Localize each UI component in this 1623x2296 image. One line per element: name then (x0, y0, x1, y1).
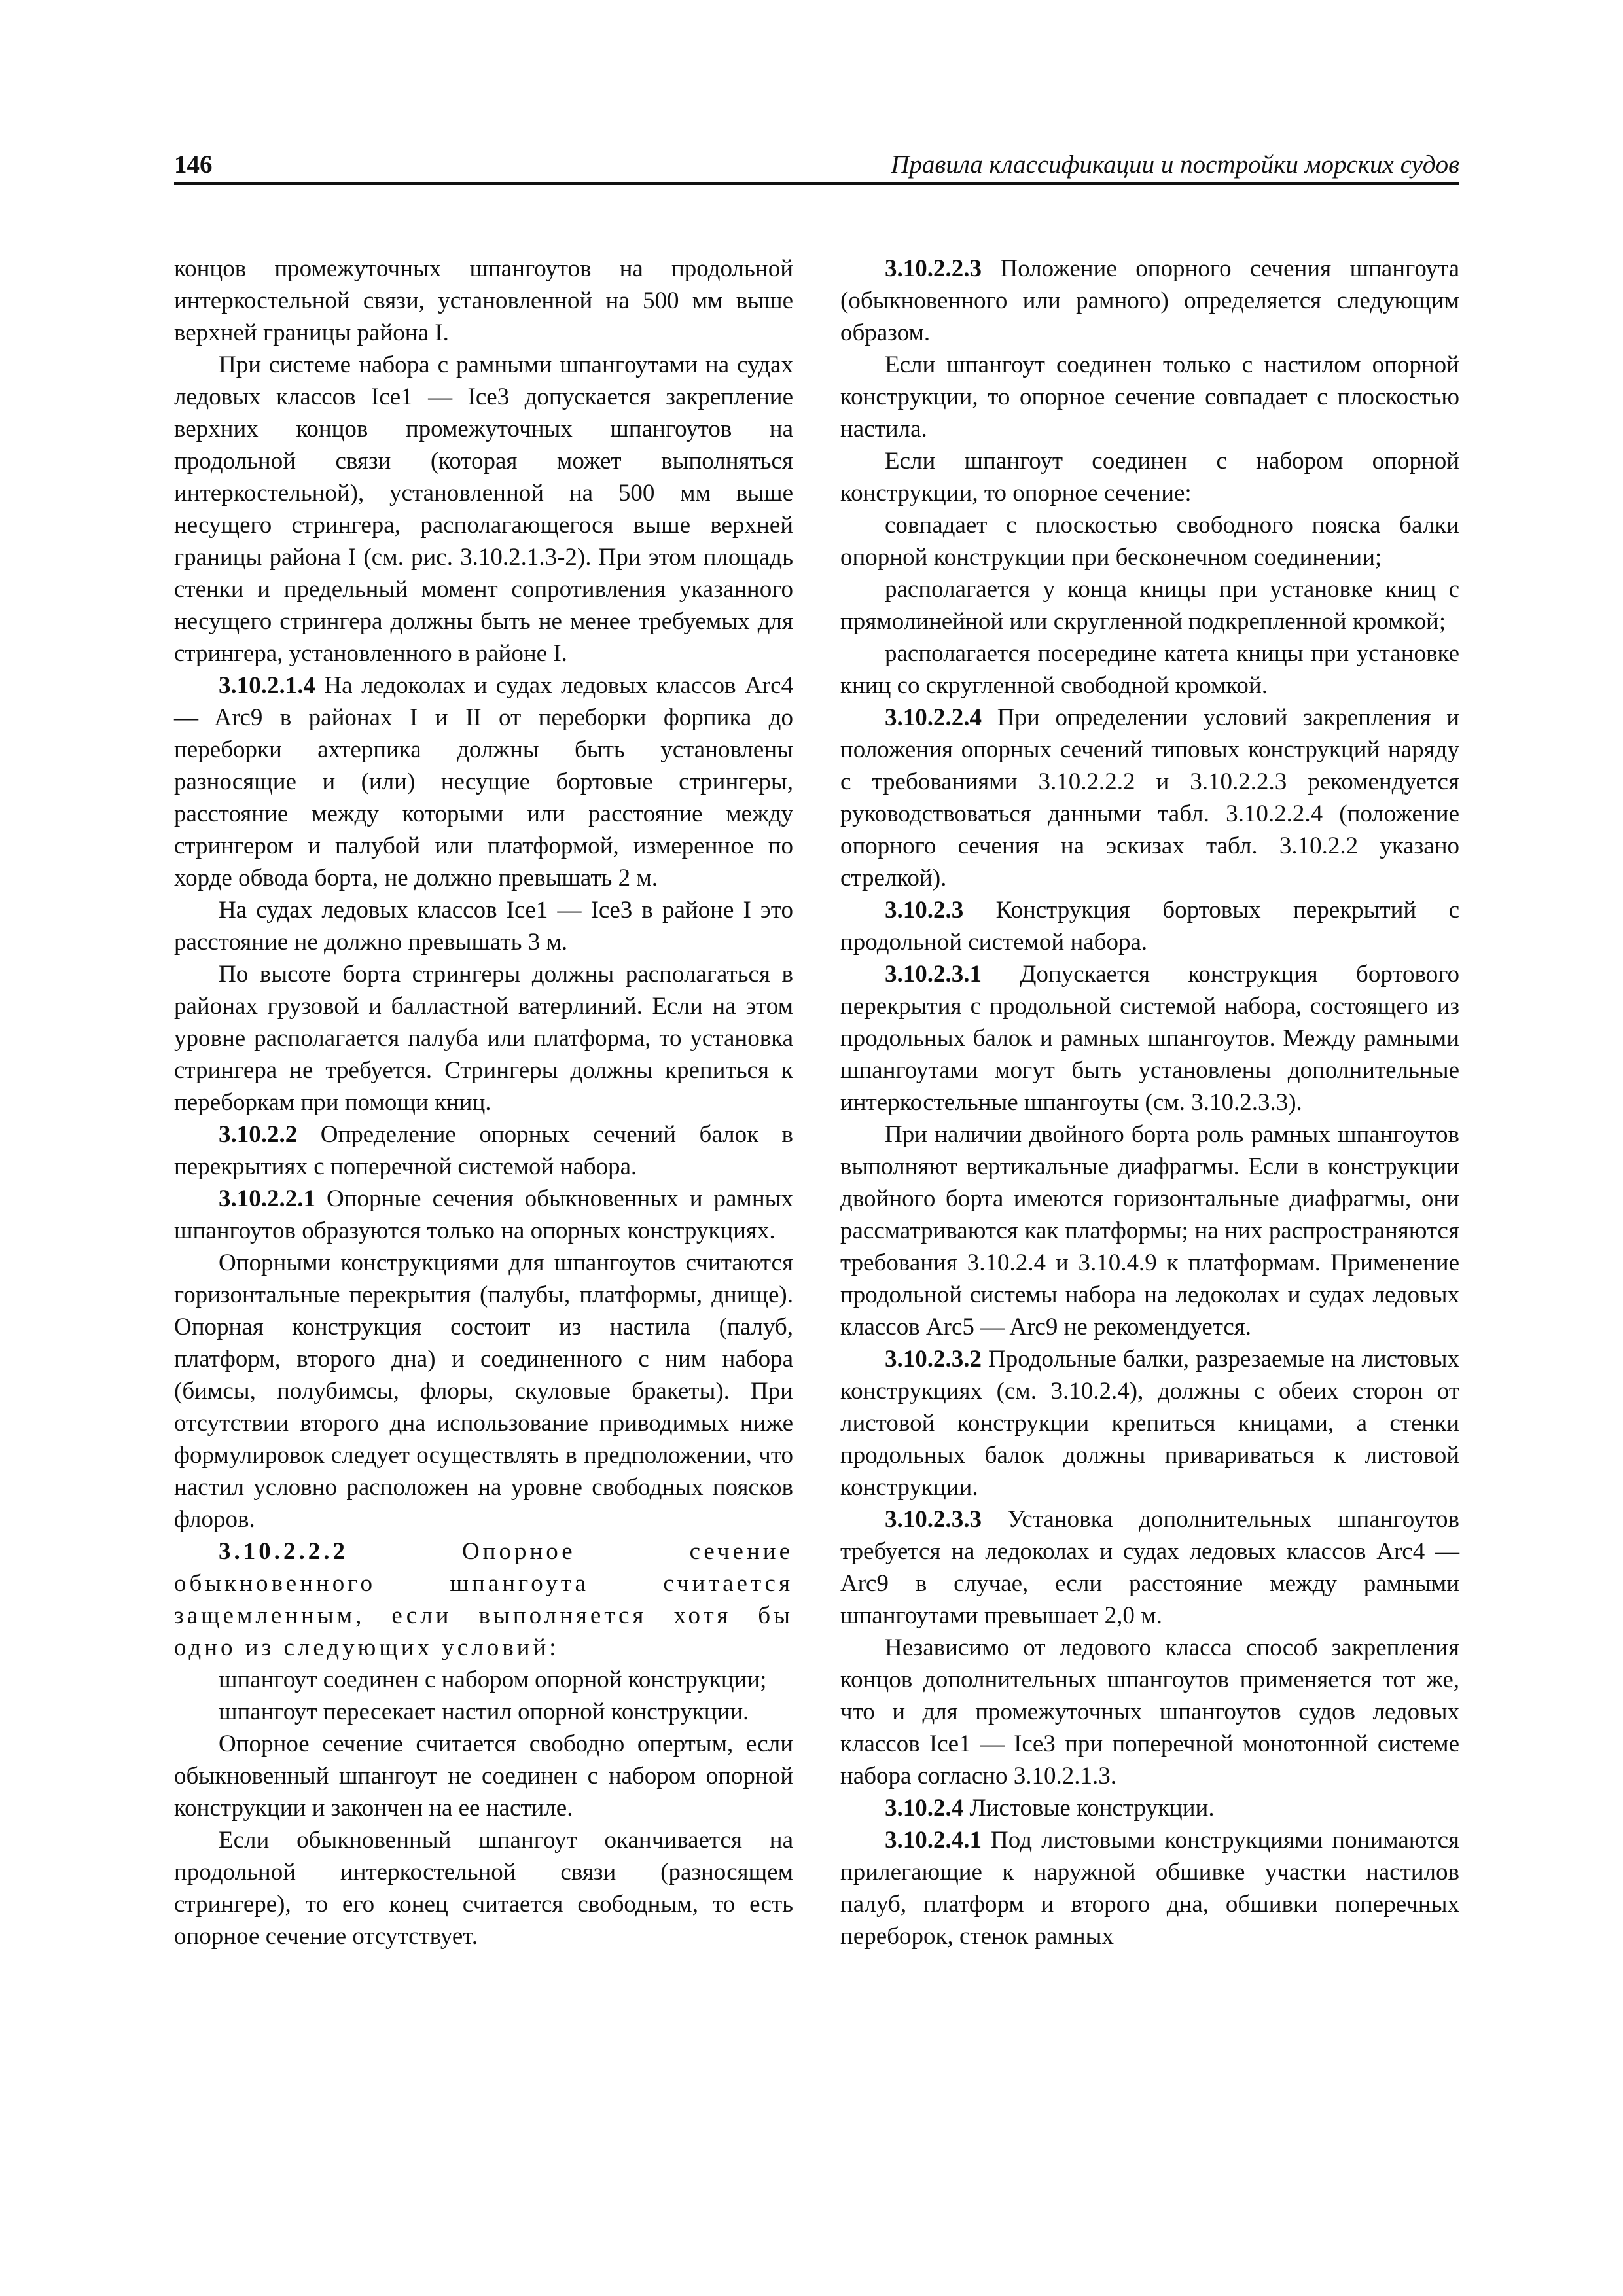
paragraph (174, 1119, 793, 1183)
paragraph (840, 1824, 1459, 1952)
paragraph (174, 958, 793, 1119)
paragraph-text: Если шпангоут соединен только с настилом опорной конструкции, то опорное сечение совпадает с плоскостью настила. (840, 351, 1459, 442)
paragraph (174, 670, 793, 894)
left-column (174, 253, 793, 1952)
paragraph (174, 349, 793, 670)
paragraph-text: Опорные сечения обыкновенных и рамных шпангоутов образуются только на опорных конструкциях. (174, 1185, 793, 1244)
section-number: 3.10.2.2.4 (885, 704, 982, 731)
paragraph (174, 1664, 793, 1696)
paragraph-text: При определении условий закрепления и положения опорных сечений типовых конструкций наряду с требованиями 3.10.2.2.2 и 3.10.2.2.3 рекомендуется руководствоваться данными табл. 3.10.2.2.4 (положение опорного сечения на эскизах табл. 3.10.2.2 указано стрелкой). (840, 704, 1460, 891)
section-number: 3.10.2.3.1 (885, 961, 982, 988)
paragraph-text: Если обыкновенный шпангоут оканчивается на продольной интеркостельной связи (разносящем стрингере), то его конец считается свободным, то есть опорное сечение отсутствует. (174, 1827, 793, 1950)
paragraph-text: шпангоут соединен с набором опорной конструкции; (219, 1666, 767, 1693)
running-title: Правила классификации и постройки морских судов (891, 151, 1459, 179)
paragraph (840, 573, 1459, 637)
section-number: 3.10.2.4.1 (885, 1827, 982, 1854)
page-header (174, 143, 1459, 185)
paragraph-text: Установка дополнительных шпангоутов требуется на ледоколах и судах ледовых классов Arc4 — Arc9 в случае, если расстояние между рамными шпангоутами превышает 2,0 м. (840, 1506, 1459, 1629)
paragraph (174, 1824, 793, 1952)
section-number: 3.10.2.1.4 (219, 672, 315, 699)
paragraph-text: Конструкция бортовых перекрытий с продольной системой набора. (840, 897, 1459, 956)
paragraph-text: Положение опорного сечения шпангоута (обыкновенного или рамного) определяется следующим образом. (840, 255, 1459, 346)
paragraph-text: Допускается конструкция бортового перекрытия с продольной системой набора, состоящего из продольных балок и рамных шпангоутов. Между рамными шпангоутами могут быть установлены дополнительные интеркостельные шпангоуты (см. 3.10.2.3.3). (840, 961, 1460, 1116)
paragraph-text: Опорное сечение считается свободно опертым, если обыкновенный шпангоут не соединен с набором опорной конструкции и закончен на ее настиле. (174, 1731, 793, 1821)
paragraph (840, 894, 1459, 958)
paragraph-text: Под листовыми конструкциями понимаются прилегающие к наружной обшивке участки настилов палуб, платформ и второго дна, обшивки поперечных переборок, стенок рамных (840, 1827, 1460, 1950)
paragraph-text: Опорными конструкциями для шпангоутов считаются горизонтальные перекрытия (палубы, платформы, днище). Опорная конструкция состоит из настила (палуб, платформ, второго дна) и соединенного с ним набора (бимсы, полубимсы, флоры, скуловые бракеты). При отсутствии второго дна использование приводимых ниже формулировок следует осуществлять в предположении, что настил условно расположен на уровне свободных поясков флоров. (174, 1249, 793, 1533)
paragraph-text: совпадает с плоскостью свободного пояска балки опорной конструкции при бесконечном соединении; (840, 512, 1459, 571)
section-number: 3.10.2.3.2 (885, 1346, 982, 1372)
right-column (840, 253, 1459, 1952)
paragraph (174, 253, 793, 349)
paragraph (174, 894, 793, 958)
paragraph (840, 958, 1459, 1119)
paragraph (840, 702, 1459, 894)
paragraph (840, 349, 1459, 445)
paragraph (174, 1247, 793, 1535)
paragraph-text: По высоте борта стрингеры должны располагаться в районах грузовой и балластной ватерлиний. Если на этом уровне располагается палуба или платформа, то установка стрингера не требуется. Стрингеры должны крепиться к переборкам при помощи книц. (174, 961, 793, 1116)
paragraph (840, 1503, 1459, 1632)
paragraph-text: На ледоколах и судах ледовых классов Arc4 — Arc9 в районах I и II от переборки форпика до переборки ахтерпика должны быть установлены разносящие и (или) несущие бортовые стрингеры, расстояние между которыми или расстояние между стрингером и палубой или платформой, измеренное по хорде обвода борта, не должно превышать 2 м. (174, 672, 793, 891)
paragraph (840, 1119, 1459, 1343)
paragraph-text: Определение опорных сечений балок в перекрытиях с поперечной системой набора. (174, 1121, 793, 1180)
page-number: 146 (174, 151, 213, 179)
paragraph (840, 1632, 1459, 1792)
paragraph (840, 1792, 1459, 1824)
section-number: 3.10.2.2.3 (885, 255, 982, 282)
paragraph (840, 637, 1459, 702)
paragraph (174, 1728, 793, 1824)
paragraph (840, 445, 1459, 509)
paragraph-text: Если шпангоут соединен с набором опорной конструкции, то опорное сечение: (840, 448, 1459, 507)
paragraph-text: Независимо от ледового класса способ закрепления концов дополнительных шпангоутов применяется тот же, что и для промежуточных шпангоутов судов ледовых классов Ice1 — Ice3 при поперечной монотонной системе набора согласно 3.10.2.1.3. (840, 1634, 1459, 1789)
paragraph (840, 253, 1459, 349)
paragraph (174, 1183, 793, 1247)
section-number: 3.10.2.2.2 (219, 1538, 348, 1565)
paragraph-text: Опорное сечение обыкновенного шпангоута считается защемленным, если выполняется хотя бы одно из следующих условий: (174, 1538, 793, 1661)
paragraph-text: шпангоут пересекает настил опорной конструкции. (219, 1698, 749, 1725)
paragraph-text: располагается посередине катета кницы при установке книц со скругленной свободной кромкой. (840, 640, 1459, 699)
section-number: 3.10.2.3.3 (885, 1506, 982, 1533)
section-number: 3.10.2.2 (219, 1121, 298, 1148)
paragraph-text: При наличии двойного борта роль рамных шпангоутов выполняют вертикальные диафрагмы. Если в конструкции двойного борта имеются горизонтальные диафрагмы, они рассматриваются как платформы; на них распространяются требования 3.10.2.4 и 3.10.4.9 к платформам. Применение продольной системы набора на ледоколах и судах ледовых классов Arc5 — Arc9 не рекомендуется. (840, 1121, 1459, 1340)
paragraph (174, 1696, 793, 1728)
paragraph (840, 1343, 1459, 1503)
paragraph (840, 509, 1459, 573)
paragraph-text: На судах ледовых классов Ice1 — Ice3 в районе I это расстояние не должно превышать 3 м. (174, 897, 793, 956)
section-number: 3.10.2.2.1 (219, 1185, 315, 1212)
paragraph-text: располагается у конца кницы при установке книц с прямолинейной или скругленной подкрепленной кромкой; (840, 576, 1459, 635)
paragraph-text: Листовые конструкции. (969, 1795, 1215, 1821)
section-number: 3.10.2.3 (885, 897, 964, 924)
paragraph-text: При системе набора с рамными шпангоутами на судах ледовых классов Ice1 — Ice3 допускается закрепление верхних концов промежуточных шпангоутов на продольной связи (которая может выполняться интеркостельной), установленной на 500 мм выше несущего стрингера, располагающегося выше верхней границы района I (см. рис. 3.10.2.1.3-2). При этом площадь стенки и предельный момент сопротивления указанного несущего стрингера должны быть не менее требуемых для стрингера, установленного в районе I. (174, 351, 793, 667)
paragraph-text: Продольные балки, разрезаемые на листовых конструкциях (см. 3.10.2.4), должны с обеих сторон от листовой конструкции крепиться кницами, а стенки продольных балок должны привариваться к листовой конструкции. (840, 1346, 1460, 1501)
paragraph (174, 1535, 793, 1664)
section-number: 3.10.2.4 (885, 1795, 964, 1821)
paragraph-text: концов промежуточных шпангоутов на продольной интеркостельной связи, установленной на 500 мм выше верхней границы района I. (174, 255, 793, 346)
